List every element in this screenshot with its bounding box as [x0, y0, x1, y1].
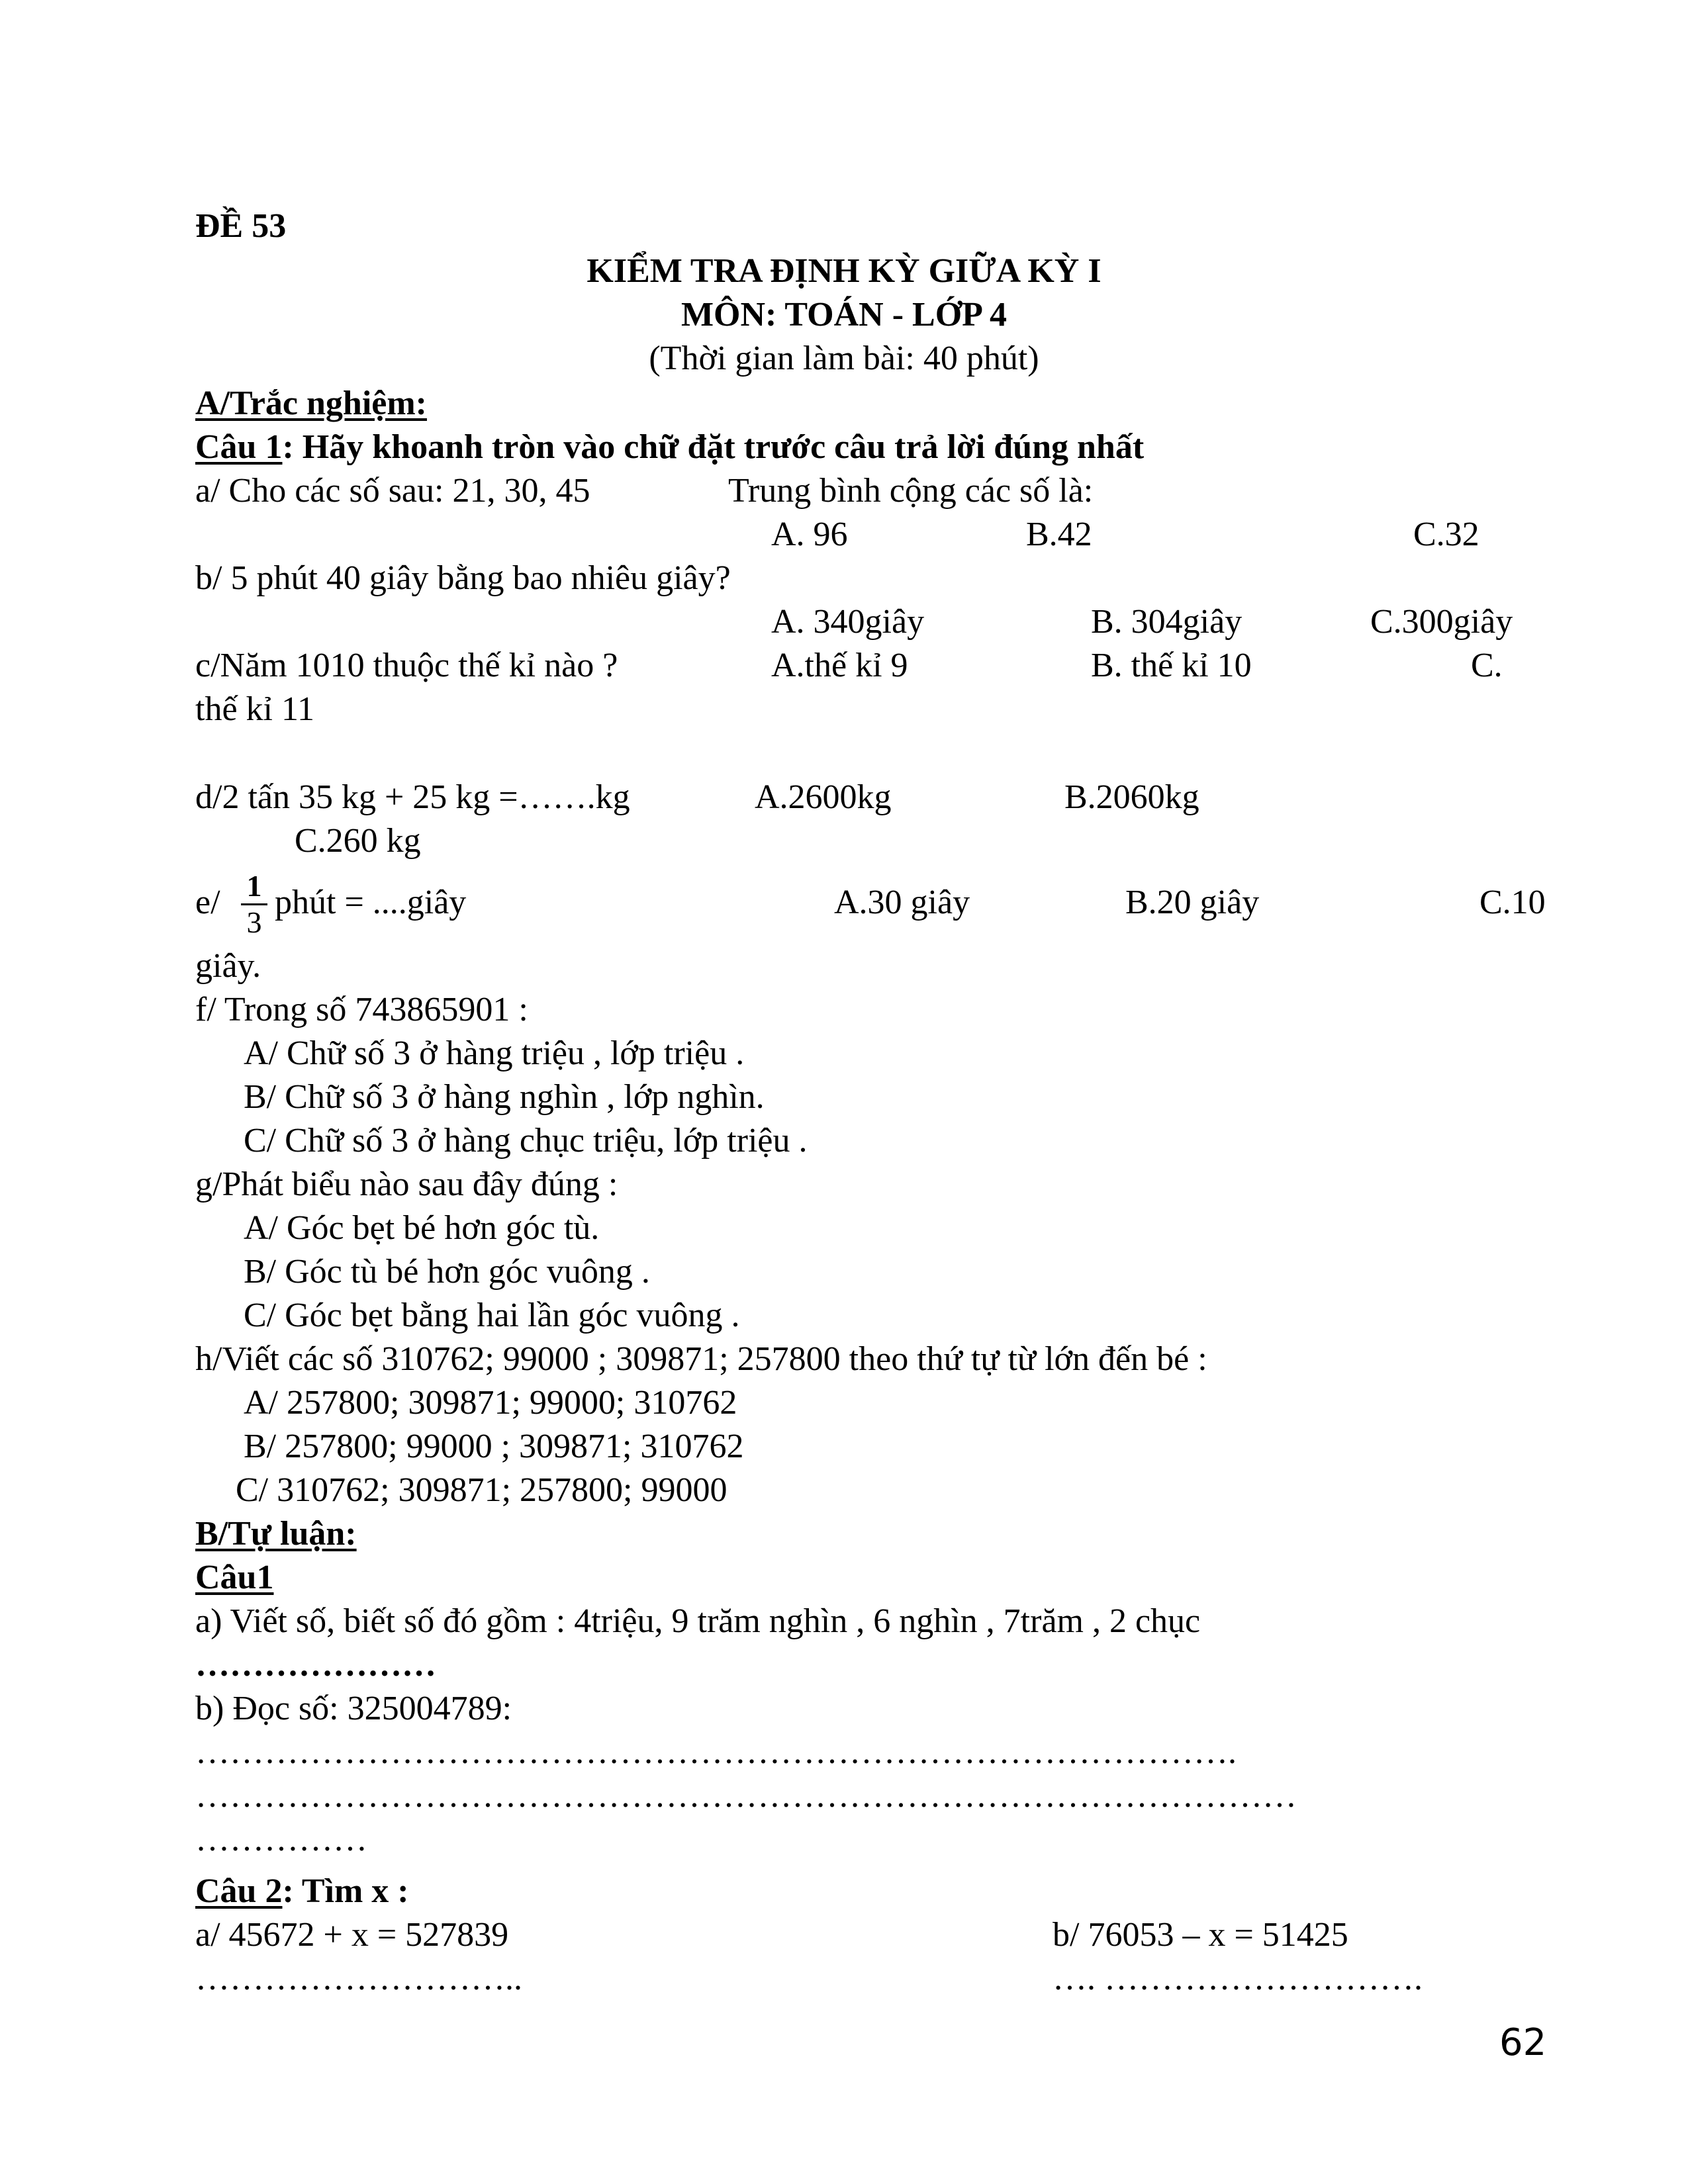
q-e-text: phút = ....giây: [275, 884, 467, 921]
q-c-text: c/Năm 1010 thuộc thế kỉ nào ?: [195, 647, 618, 684]
fraction-denominator: 3: [246, 905, 262, 939]
q-h-option-c: C/ 310762; 309871; 257800; 99000: [236, 1471, 727, 1509]
part-b-question-2-instruction: : Tìm x :: [282, 1872, 409, 1910]
fraction-numerator: 1: [241, 870, 267, 905]
answer-dots-line-3: ……………: [195, 1821, 367, 1858]
q-g-text: g/Phát biểu nào sau đây đúng :: [195, 1165, 618, 1203]
q-e-prefix: e/: [195, 884, 220, 921]
q-e-option-b: B.20 giây: [1125, 884, 1260, 921]
q-c-option-c-cont: thế kỉ 11: [195, 690, 315, 728]
q-b-option-a: A. 340giây: [771, 603, 925, 641]
q-g-option-a: A/ Góc bẹt bé hơn góc tù.: [244, 1209, 600, 1247]
question-1-heading: [195, 428, 1144, 467]
q-g-option-c: C/ Góc bẹt bằng hai lần góc vuông .: [244, 1297, 740, 1334]
answer-dots-line-1: ……………………………………………………………………………….: [195, 1733, 1237, 1771]
q-c-option-c: C.: [1471, 647, 1503, 684]
part-a-heading: A/Trắc nghiệm:: [195, 385, 427, 422]
q-e-option-c-cont: giây.: [195, 947, 261, 985]
part-b-q1-a-answer-dots: …………………: [195, 1646, 436, 1684]
find-x-b-dots: …. ……………………….: [1053, 1960, 1423, 1997]
find-x-b: b/ 76053 – x = 51425: [1053, 1916, 1348, 1954]
q-b-text: b/ 5 phút 40 giây bằng bao nhiêu giây?: [195, 559, 731, 597]
fraction-one-third: [241, 870, 267, 938]
find-x-a: a/ 45672 + x = 527839: [195, 1916, 509, 1954]
q-d-option-b: B.2060kg: [1064, 778, 1199, 816]
exam-title: KIỂM TRA ĐỊNH KỲ GIỮA KỲ I: [586, 252, 1102, 290]
q-f-text: f/ Trong số 743865901 :: [195, 991, 528, 1028]
q-f-option-a: A/ Chữ số 3 ở hàng triệu , lớp triệu .: [244, 1034, 745, 1072]
part-b-question-2-heading: [195, 1872, 409, 1911]
exam-subject: MÔN: TOÁN - LỚP 4: [680, 296, 1008, 334]
q-c-option-a: A.thế kỉ 9: [771, 647, 908, 684]
q-h-text: h/Viết các số 310762; 99000 ; 309871; 257800 theo thứ tự từ lớn đến bé :: [195, 1340, 1207, 1378]
q-b-option-c: C.300giây: [1370, 603, 1513, 641]
q-f-option-b: B/ Chữ số 3 ở hàng nghìn , lớp nghìn.: [244, 1078, 765, 1116]
part-b-heading: B/Tự luận:: [195, 1515, 357, 1553]
page-number: 62: [1499, 2021, 1547, 2064]
q-a-option-c: C.32: [1413, 516, 1479, 553]
q-h-option-b: B/ 257800; 99000 ; 309871; 310762: [244, 1428, 744, 1465]
q-e-option-a: A.30 giây: [834, 884, 970, 921]
part-b-q1-b: b) Đọc số: 325004789:: [195, 1690, 512, 1727]
q-a-text: a/ Cho các số sau: 21, 30, 45: [195, 472, 590, 510]
q-d-option-c: C.260 kg: [295, 822, 421, 860]
q-f-option-c: C/ Chữ số 3 ở hàng chục triệu, lớp triệu .: [244, 1122, 808, 1160]
q-a-text-2: Trung bình cộng các số là:: [728, 472, 1094, 510]
answer-dots-line-2: ……………………………………………………………………………………: [195, 1777, 1297, 1815]
q-d-text: d/2 tấn 35 kg + 25 kg =…….kg: [195, 778, 630, 816]
q-b-option-b: B. 304giây: [1091, 603, 1243, 641]
q-e-option-c: C.10: [1479, 884, 1546, 921]
part-b-question-2-label: Câu 2: [195, 1872, 283, 1910]
part-b-q1-a: a) Viết số, biết số đó gồm : 4triệu, 9 trăm nghìn , 6 nghìn , 7trăm , 2 chục: [195, 1602, 1201, 1640]
q-a-option-b: B.42: [1026, 516, 1092, 553]
q-g-option-b: B/ Góc tù bé hơn góc vuông .: [244, 1253, 650, 1291]
exam-number: ĐỀ 53: [195, 207, 287, 245]
question-1-label: Câu 1: [195, 428, 283, 466]
exam-time: (Thời gian làm bài: 40 phút): [649, 340, 1039, 377]
q-c-option-b: B. thế kỉ 10: [1091, 647, 1252, 684]
q-d-option-a: A.2600kg: [755, 778, 892, 816]
q-h-option-a: A/ 257800; 309871; 99000; 310762: [244, 1384, 737, 1422]
find-x-a-dots: ………………………..: [195, 1960, 522, 1997]
question-1-instruction: : Hãy khoanh tròn vào chữ đặt trước câu trả lời đúng nhất: [282, 428, 1145, 466]
q-a-option-a: A. 96: [771, 516, 848, 553]
part-b-question-1-label: Câu1: [195, 1559, 274, 1596]
